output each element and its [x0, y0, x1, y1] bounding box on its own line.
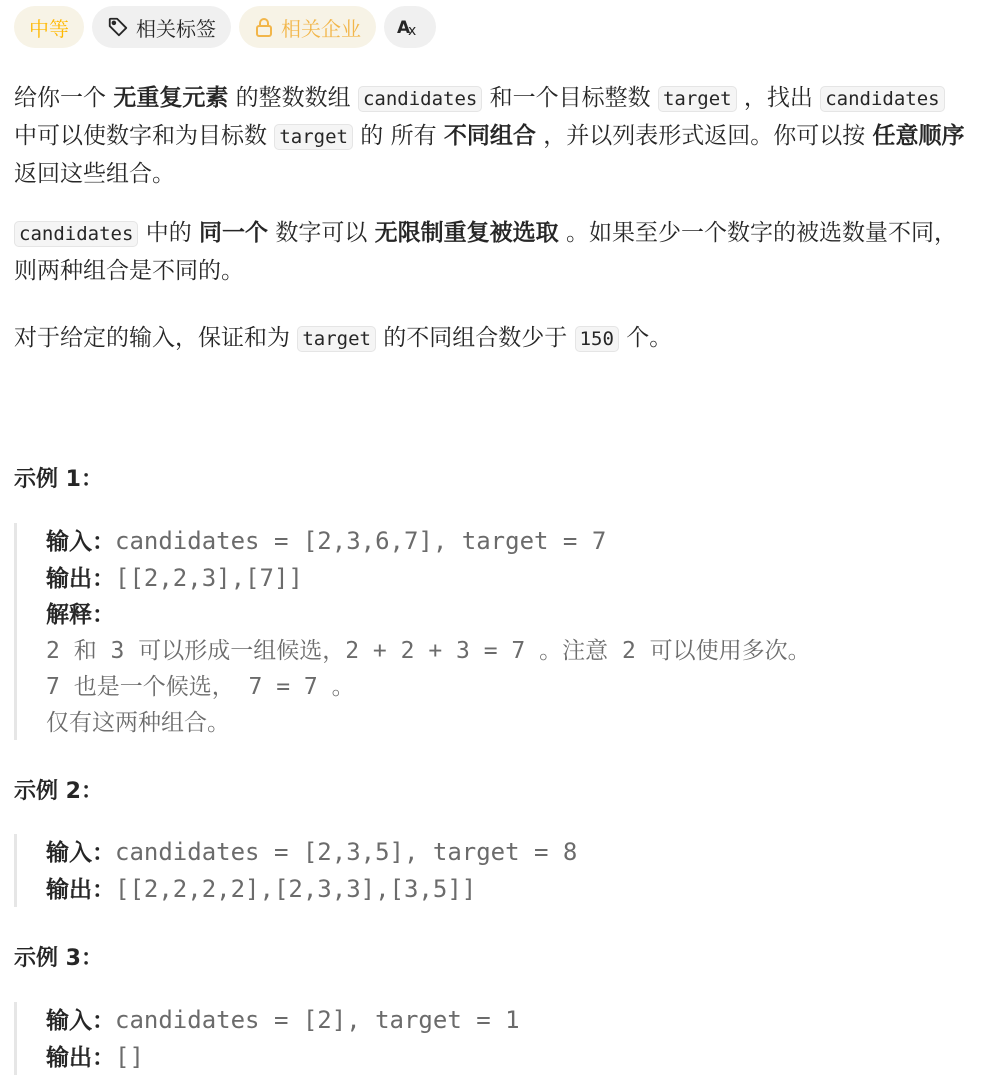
related-companies-label: 相关企业 — [281, 16, 361, 41]
tag-bar — [14, 6, 436, 48]
related-companies-button[interactable] — [239, 6, 376, 48]
description-paragraph-1: 给你一个 无重复元素 的整数数组 candidates 和一个目标整数 target ，找出 candidates 中可以使数字和为目标数 target 的 所有 不同组合 ，并以列表形式返回。你可以按 任意顺序 返回这些组合。 — [14, 85, 965, 187]
example-1-output: 输出：[[2,2,3],[7]] — [46, 564, 303, 592]
example-1-explain-label: 解释： — [46, 602, 115, 628]
example-1-block — [14, 523, 811, 740]
example-3-output: 输出：[] — [46, 1043, 144, 1071]
example-3-block — [14, 1002, 520, 1075]
svg-text:A: A — [397, 18, 411, 38]
problem-description — [14, 80, 974, 358]
example-3-title: 示例 3： — [14, 946, 103, 971]
description-paragraph-3: 对于给定的输入，保证和为 target 的不同组合数少于 150 个。 — [14, 325, 673, 351]
example-1-title: 示例 1： — [14, 467, 103, 492]
example-1-explain-line: 仅有这两种组合。 — [46, 710, 230, 736]
example-3-input: 输入：candidates = [2], target = 1 — [46, 1006, 520, 1034]
description-paragraph-2: candidates 中的 同一个 数字可以 无限制重复被选取 。如果至少一个数字的被选数量不同，则两种组合是不同的。 — [14, 220, 957, 284]
example-2-block — [14, 834, 577, 907]
difficulty-badge[interactable] — [14, 6, 84, 48]
example-1-input: 输入：candidates = [2,3,6,7], target = 7 — [46, 527, 607, 555]
lock-icon — [254, 16, 274, 38]
example-1-explain-line: 7 也是一个候选， 7 = 7 。 — [46, 674, 355, 700]
related-tags-button[interactable] — [92, 6, 231, 48]
example-2-output: 输出：[[2,2,2,2],[2,3,3],[3,5]] — [46, 875, 477, 903]
example-2-input: 输入：candidates = [2,3,5], target = 8 — [46, 838, 578, 866]
example-2-title: 示例 2： — [14, 779, 103, 804]
svg-text:x: x — [408, 23, 417, 38]
related-tags-label: 相关标签 — [136, 16, 216, 41]
translate-button[interactable] — [384, 6, 436, 48]
tag-icon — [107, 16, 129, 38]
difficulty-label: 中等 — [29, 16, 69, 41]
translate-icon — [397, 16, 423, 38]
example-1-explain-line: 2 和 3 可以形成一组候选，2 + 2 + 3 = 7 。注意 2 可以使用多次。 — [46, 638, 811, 664]
